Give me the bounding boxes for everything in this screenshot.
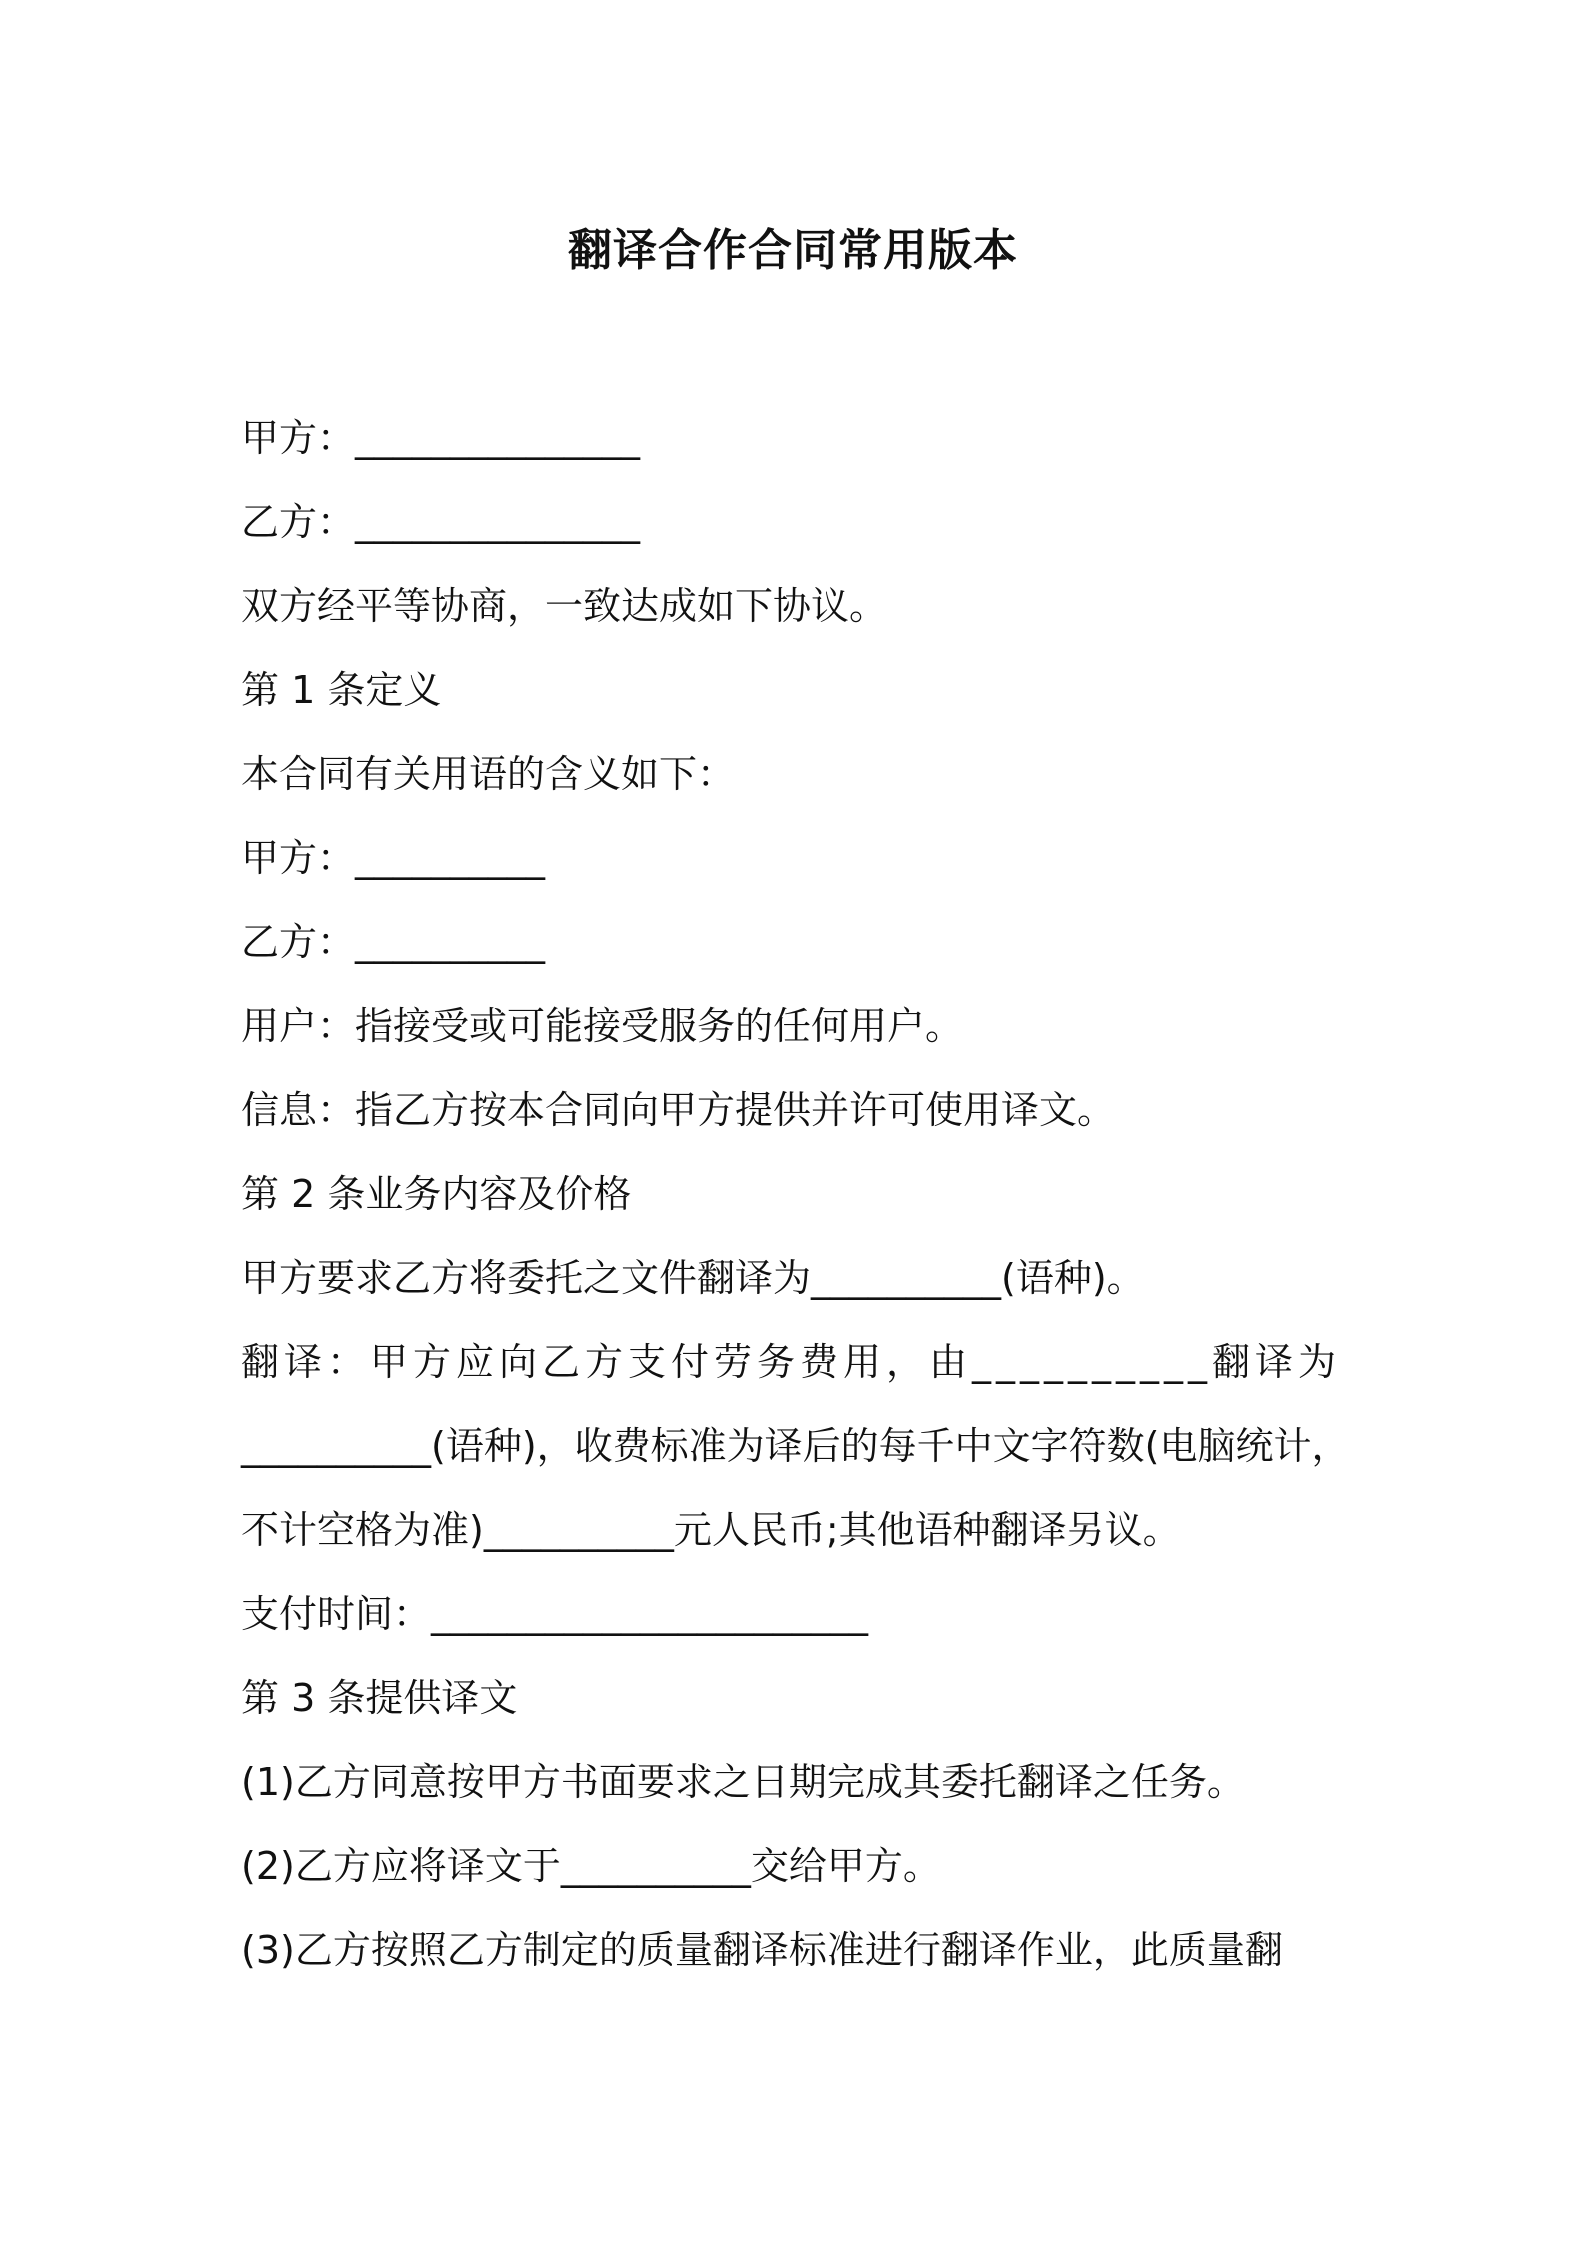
clause-3-3: (3)乙方按照乙方制定的质量翻译标准进行翻译作业，此质量翻 <box>241 1928 1283 1972</box>
clause-3-2: (2)乙方应将译文于__________交给甲方。 <box>241 1844 941 1888</box>
party-a-line: 甲方：_______________ <box>241 416 641 460</box>
definitions-intro: 本合同有关用语的含义如下： <box>241 752 736 796</box>
document-title: 翻译合作合同常用版本 <box>568 225 1018 276</box>
article-3-heading: 第 3 条提供译文 <box>241 1676 518 1720</box>
document-body <box>241 408 1381 2004</box>
party-b-line: 乙方：_______________ <box>241 500 641 544</box>
clause-3-1: (1)乙方同意按甲方书面要求之日期完成其委托翻译之任务。 <box>241 1760 1245 1804</box>
definition-user: 用户：指接受或可能接受服务的任何用户。 <box>241 1004 964 1048</box>
translation-fee-line-3: 不计空格为准)__________元人民币;其他语种翻译另议。 <box>241 1508 1181 1552</box>
translation-request: 甲方要求乙方将委托之文件翻译为__________(语种)。 <box>241 1256 1145 1300</box>
definition-party-a: 甲方：__________ <box>241 836 546 880</box>
definition-information: 信息：指乙方按本合同向甲方提供并许可使用译文。 <box>241 1088 1116 1132</box>
translation-fee-line-2: __________(语种)，收费标准为译后的每千中文字符数(电脑统计， <box>241 1424 1350 1468</box>
article-1-heading: 第 1 条定义 <box>241 668 442 712</box>
article-2-heading: 第 2 条业务内容及价格 <box>241 1172 632 1216</box>
payment-time: 支付时间：_______________________ <box>241 1592 869 1636</box>
agreement-intro: 双方经平等协商，一致达成如下协议。 <box>241 584 888 628</box>
translation-fee-line-1: 翻译：甲方应向乙方支付劳务费用，由__________翻译为 <box>241 1340 1342 1384</box>
definition-party-b: 乙方：__________ <box>241 920 546 964</box>
